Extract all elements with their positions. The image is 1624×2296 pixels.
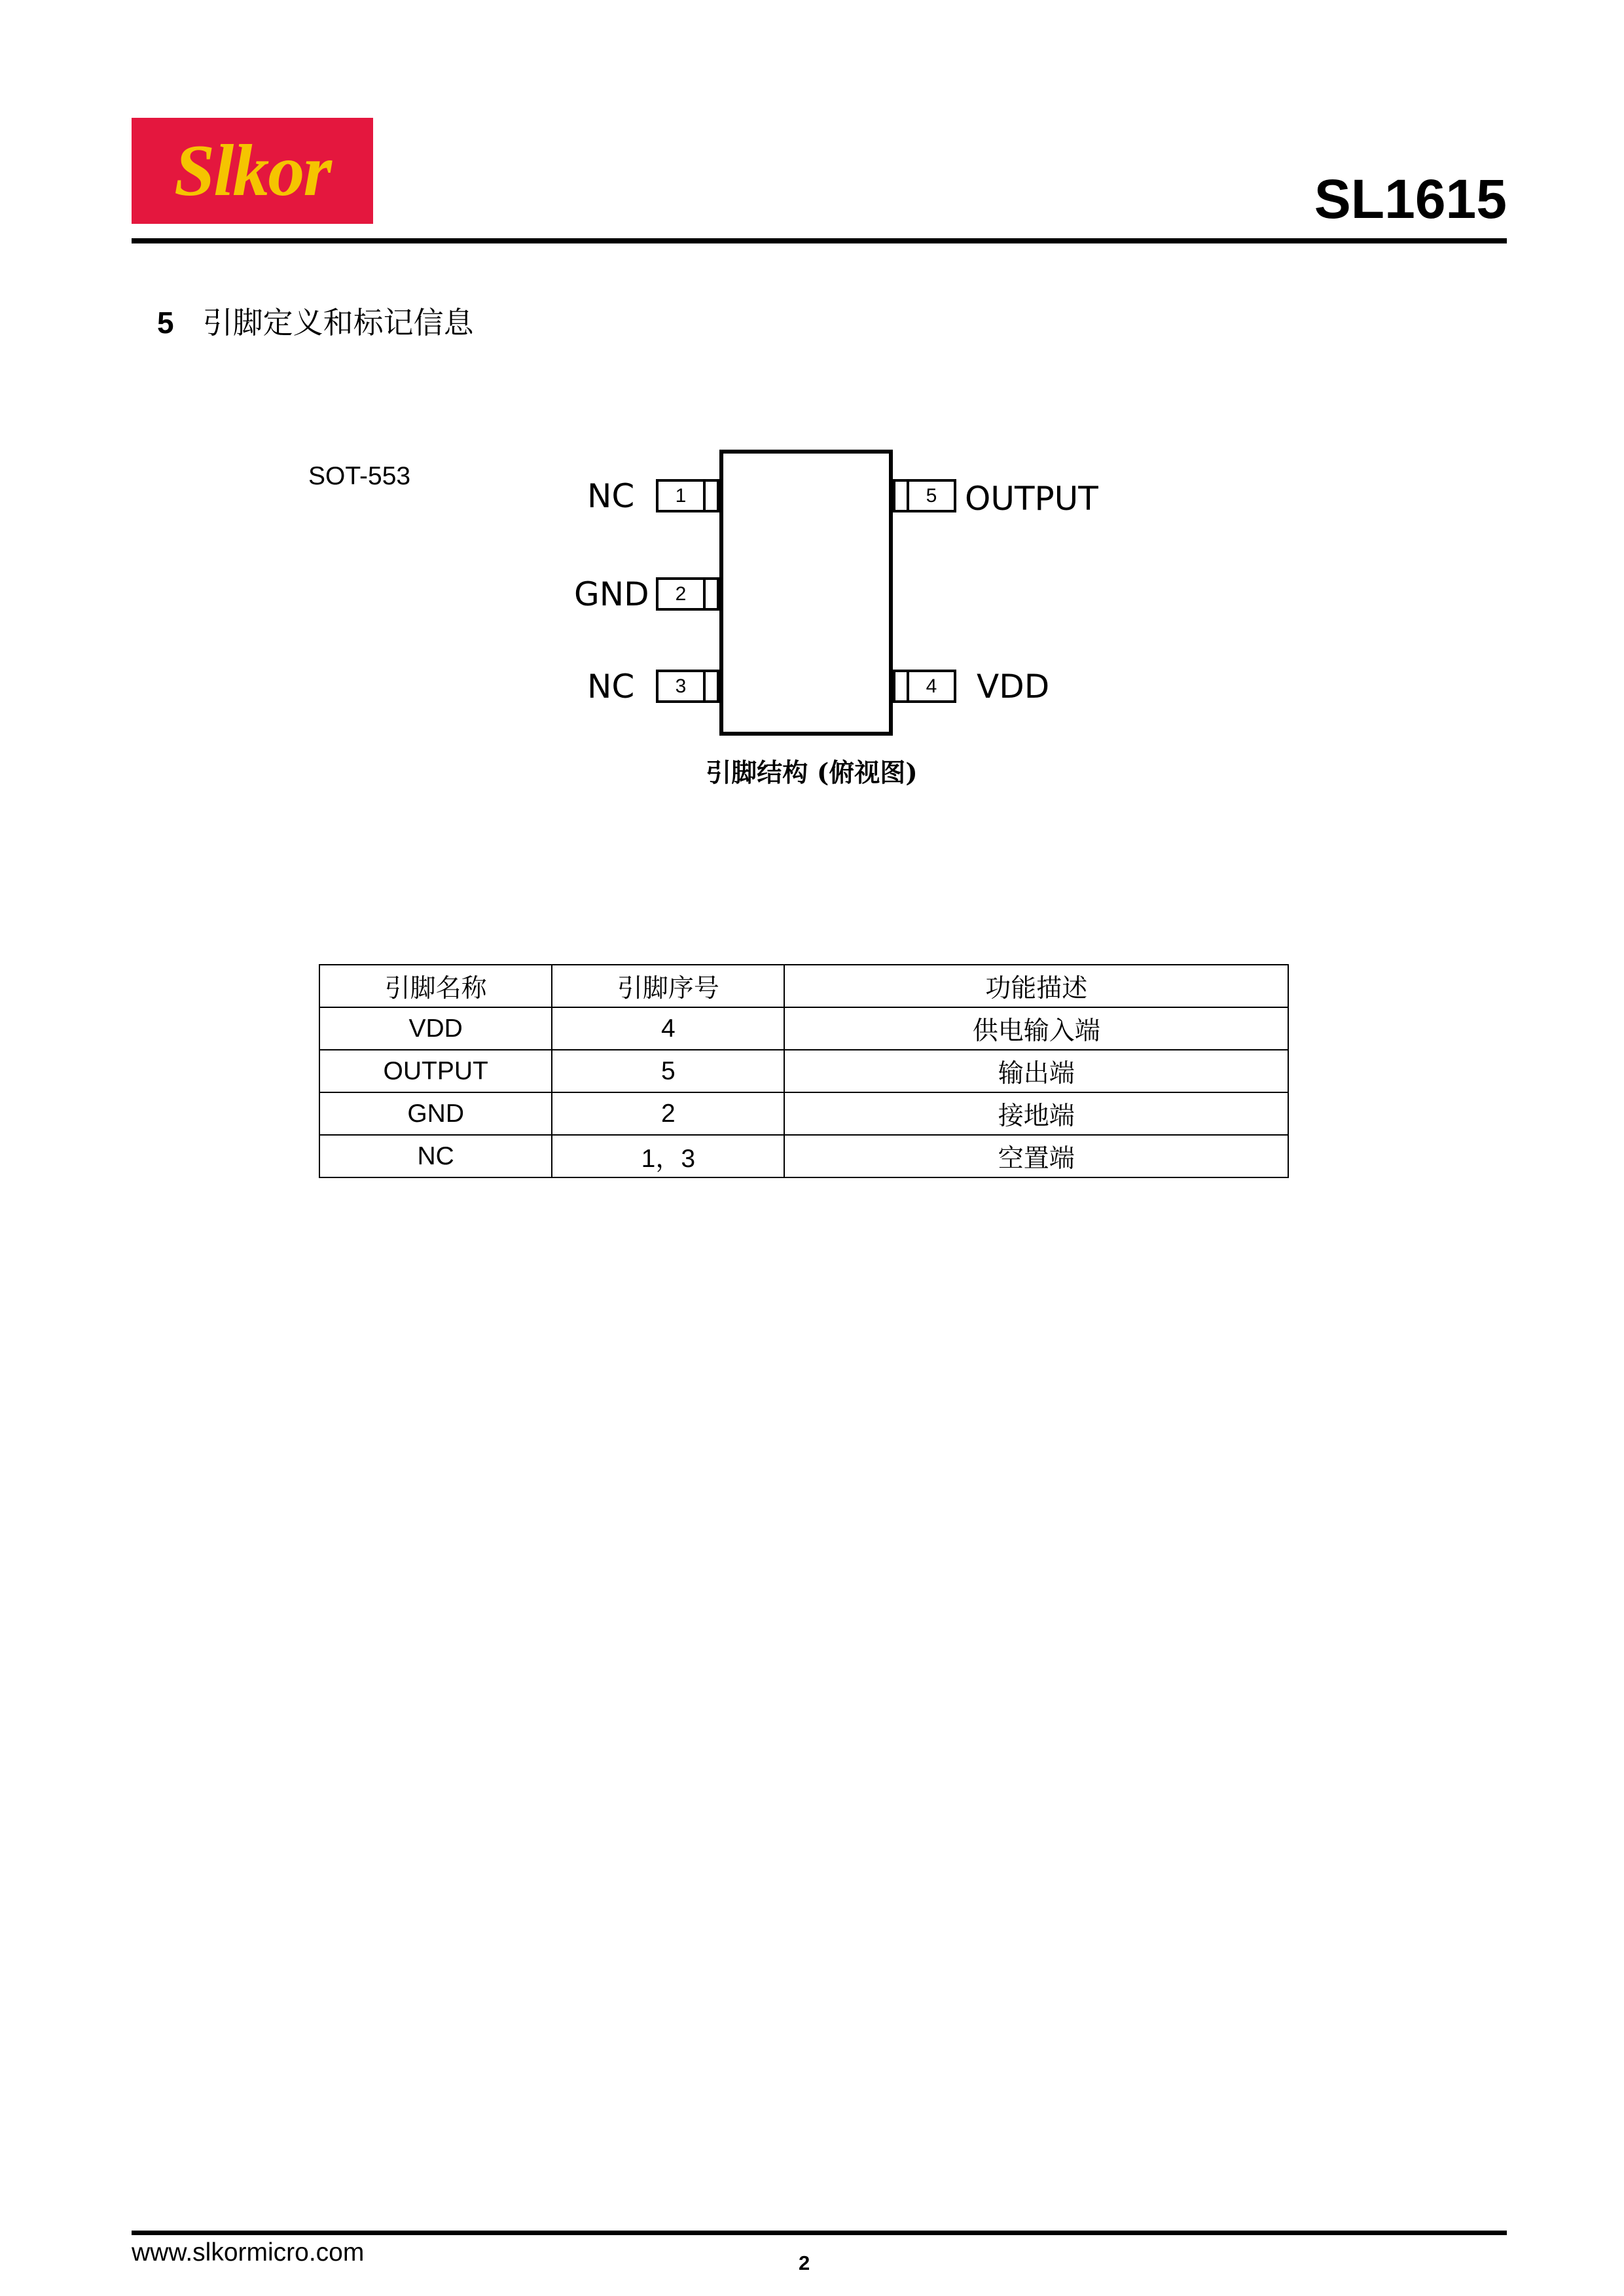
pin-definition-table xyxy=(319,964,1289,1178)
table-cell: VDD xyxy=(319,1007,552,1050)
header-divider xyxy=(132,238,1507,243)
table-cell: OUTPUT xyxy=(319,1050,552,1092)
table-cell: 供电输入端 xyxy=(784,1007,1288,1050)
table-header: 功能描述 xyxy=(784,965,1288,1007)
page-number: 2 xyxy=(799,2251,810,2274)
table-cell: 2 xyxy=(552,1092,784,1135)
brand-logo xyxy=(132,118,373,224)
table-header: 引脚序号 xyxy=(552,965,784,1007)
pin-5 xyxy=(893,479,956,512)
pin-number: 5 xyxy=(926,484,937,507)
section-number: 5 xyxy=(157,306,174,340)
footer-url: www.slkormicro.com xyxy=(132,2238,365,2267)
section-heading xyxy=(157,305,474,340)
pin-1 xyxy=(656,479,719,512)
table-cell: 4 xyxy=(552,1007,784,1050)
footer-divider xyxy=(132,2231,1507,2235)
table-row xyxy=(319,1050,1288,1092)
pin-number: 3 xyxy=(675,675,687,697)
pin-3 xyxy=(656,670,719,703)
section-title: 引脚定义和标记信息 xyxy=(202,305,474,340)
table-cell: 1，3 xyxy=(552,1135,784,1177)
pinout-caption: 引脚结构 (俯视图) xyxy=(706,758,918,788)
brand-logo-text: Slkor xyxy=(174,130,331,211)
table-cell: 5 xyxy=(552,1050,784,1092)
table-row xyxy=(319,1007,1288,1050)
package-label: SOT-553 xyxy=(308,462,411,490)
pin-2-name: GND xyxy=(574,575,649,613)
table-header-row xyxy=(319,965,1288,1007)
pin-1-name: NC xyxy=(587,477,635,515)
table-cell: 空置端 xyxy=(784,1135,1288,1177)
ic-package-body xyxy=(719,450,893,736)
pin-number: 2 xyxy=(675,583,687,605)
pin-number: 4 xyxy=(926,675,937,697)
part-number: SL1615 xyxy=(1314,168,1507,230)
table-cell: 输出端 xyxy=(784,1050,1288,1092)
table-cell: GND xyxy=(319,1092,552,1135)
pin-5-name: OUTPUT xyxy=(965,480,1098,518)
table-row xyxy=(319,1135,1288,1177)
table-row xyxy=(319,1092,1288,1135)
pin-4-name: VDD xyxy=(977,668,1050,706)
pin-number: 1 xyxy=(675,484,687,507)
pin-3-name: NC xyxy=(587,668,635,706)
table-cell: 接地端 xyxy=(784,1092,1288,1135)
table-header: 引脚名称 xyxy=(319,965,552,1007)
table-cell: NC xyxy=(319,1135,552,1177)
pin-2 xyxy=(656,577,719,611)
pin-4 xyxy=(893,670,956,703)
